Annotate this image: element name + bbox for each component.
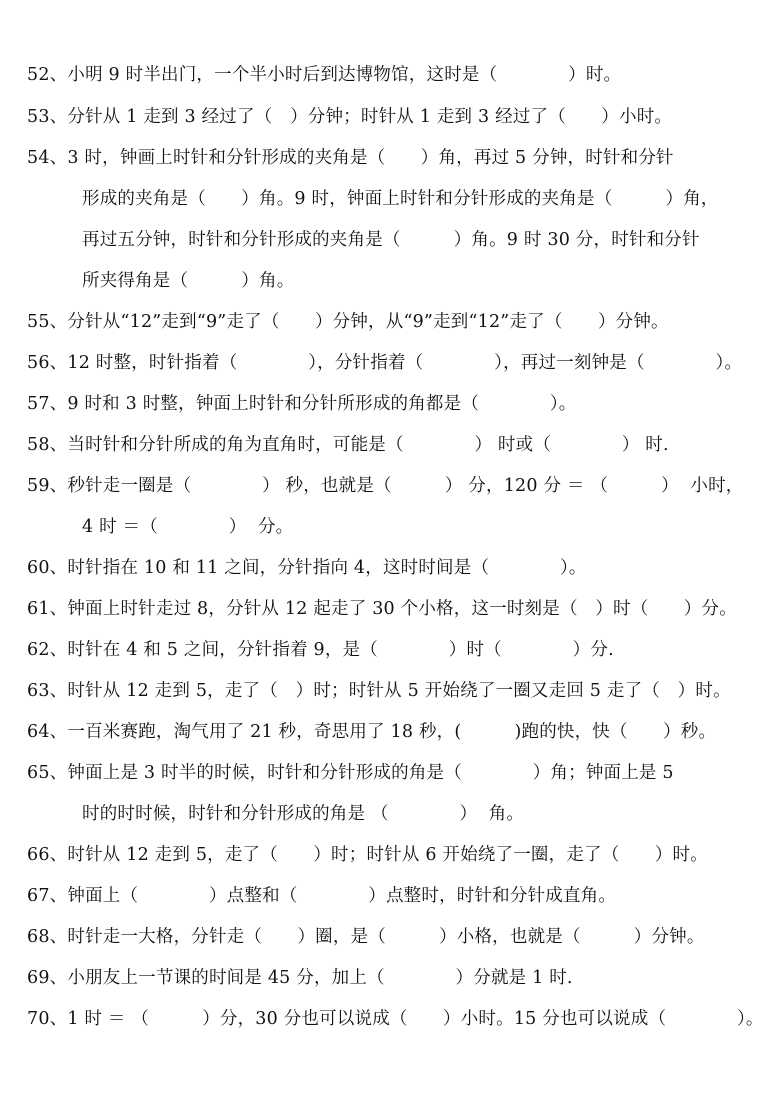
question-52: 52、小明 9 时半出门，一个半小时后到达博物馆，这时是（ ）时。 <box>27 65 622 85</box>
question-66: 66、时针从 12 走到 5，走了（ ）时；时针从 6 开始绕了一圈，走了（ ）时。 <box>27 845 708 865</box>
question-65-line-1: 65、钟面上是 3 时半的时候，时针和分针形成的角是（ ）角；钟面上是 5 <box>27 763 674 783</box>
question-55: 55、分针从“12”走到“9”走了（ ）分钟，从“9”走到“12”走了（ ）分钟。 <box>27 312 669 332</box>
question-59-line-1: 59、秒针走一圈是（ ） 秒，也就是（ ） 分，120 分 ＝ （ ） 小时， <box>27 476 744 496</box>
question-56: 56、12 时整，时针指着（ ），分针指着（ ），再过一刻钟是（ ）。 <box>27 353 743 373</box>
question-60: 60、时针指在 10 和 11 之间，分针指向 4，这时时间是（ ）。 <box>27 558 587 578</box>
question-54-line-4: 所夹得角是（ ）角。 <box>82 271 295 291</box>
question-68: 68、时针走一大格，分针走（ ）圈，是（ ）小格，也就是（ ）分钟。 <box>27 927 705 947</box>
question-67: 67、钟面上（ ）点整和（ ）点整时，时针和分针成直角。 <box>27 886 617 906</box>
question-62: 62、时针在 4 和 5 之间，分针指着 9，是（ ）时（ ）分. <box>27 640 614 660</box>
question-65-line-2: 时的时时候，时针和分针形成的角是 （ ） 角。 <box>82 804 525 824</box>
question-63: 63、时针从 12 走到 5，走了（ ）时；时针从 5 开始绕了一圈又走回 5 走了（ ）时。 <box>27 681 731 701</box>
question-64: 64、一百米赛跑，淘气用了 21 秒，奇思用了 18 秒，( )跑的快，快（ ）秒。 <box>27 722 717 742</box>
question-54-line-2: 形成的夹角是（ ）角。9 时，钟面上时针和分针形成的夹角是（ ）角， <box>82 189 719 209</box>
question-69: 69、小朋友上一节课的时间是 45 分，加上（ ）分就是 1 时. <box>27 968 573 988</box>
question-54-line-3: 再过五分钟，时针和分针形成的夹角是（ ）角。9 时 30 分，时针和分针 <box>82 230 700 250</box>
question-70: 70、1 时 ＝ （ ）分，30 分也可以说成（ ）小时。15 分也可以说成（ ）。 <box>27 1009 764 1029</box>
question-53: 53、分针从 1 走到 3 经过了（ ）分钟；时针从 1 走到 3 经过了（ ）小时。 <box>27 107 673 127</box>
question-54-line-1: 54、3 时，钟画上时针和分针形成的夹角是（ ）角，再过 5 分钟，时针和分针 <box>27 148 674 168</box>
question-61: 61、钟面上时针走过 8，分针从 12 起走了 30 个小格，这一时刻是（ ）时（ ）分。 <box>27 599 737 619</box>
question-57: 57、9 时和 3 时整，钟面上时针和分针所形成的角都是（ ）。 <box>27 394 577 414</box>
question-58: 58、当时针和分针所成的角为直角时，可能是（ ） 时或（ ） 时. <box>27 435 669 455</box>
question-59-line-2: 4 时 ＝（ ） 分。 <box>82 517 294 537</box>
